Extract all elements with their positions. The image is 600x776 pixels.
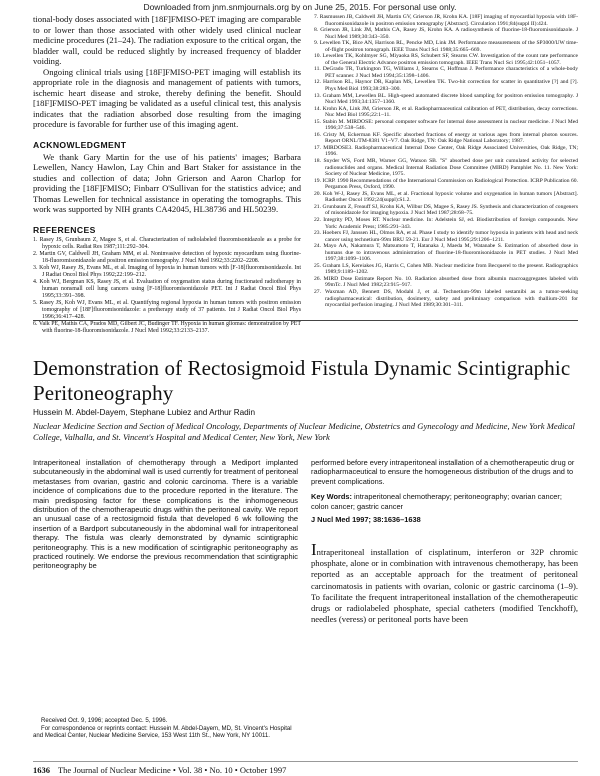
journal-running-title: The Journal of Nuclear Medicine • Vol. 38 • No. 10 • October 1997 [57,765,287,775]
acknowledgment-text: We thank Gary Martin for the use of his patients' images; Barbara Lewellen, Nancy Hawlon, Lay Chin and Bart Staker for assistance in the studies and collection of data; John Grierson and Aaron Charlop for providing the [18F]FMISO; Finbarr O'Sullivan for the statistics advice; and Thomas Lewellen for technical assistance in operating the tomographs. This work was supported by NIH grants CA42045, HL38736 and HL50239. [33,151,301,214]
reference-item: 6. Valk PE, Mathis CA, Prados MD, Gilbert JC, Budinger TF. Hypoxia in human gliomas: demonstration by PET with fluorine-18-fluoromisonidazole. J Nucl Med 1992;33:2133–2137. [33,320,301,334]
reference-item: 10. Lewellen TK, Kohlmyer SG, Miyaoka RS, Schubert SF, Stearns CW. Investigation of the count rate performance of the General Electric Advance positron emission tomograph. IEEE Trans Nucl Sci 1995;42:1051–1057. [314,53,578,66]
reference-item: 27. Waxman AD, Bennett DS, Modahl J, et al. Technetium-99m labeled sestamibi as a tumor-seeking radiopharmaceutical: distribution, dosimetry, safety and preliminary comparison with thallium-201 for myocardial perfusion imaging. J Nucl Med 1989;30:301–311. [314,288,578,309]
reference-item: 8. Grierson JR, Link JM, Mathis CA, Rasey JS, Krohn KA. A radiosynthesis of fluorine-18-fluoromisonidazole. J Nucl Med 1989;30:343–350. [314,27,578,40]
reference-item: 24. Mayo AA, Nakamura T, Matsumoto T, Hatanaka J, Maeda M, Watanabe S. Estimation of absorbed dose in humans due to intravenous administration of fluorine-18-fluoromisonidazole in PET studies. J Nucl Med 1997;38:1099–1106. [314,243,578,263]
reference-item: 4. Koh WJ, Bergman KS, Rasey JS, et al. Evaluation of oxygenation status during fractionated radiotherapy in human nonsmall cell lung cancers using [F-18]fluoromisonidazole PET. Int J Radiat Oncol Biol Phys 1995;33:391–398. [33,278,301,299]
previous-article-right-column [314,14,578,314]
body-paragraph: tional-body doses associated with [18F]FMISO-PET imaging are comparable to or lower than those associated with other widely used clinical nuclear medicine procedures (21–24). The radiation exposure to the critical organ, the bladder wall, could be reduced slightly by increased frequency of bladder voiding. [33,14,301,66]
reference-item: 21. Grunbaum Z, Freauff SJ, Krohn KA, Wilbur DS, Magee S, Rasey JS. Synthesis and characterization of congeners of misonidazole for imaging hypoxia. J Nucl Med 1987;28:68–75. [314,203,578,217]
reference-item: 25. Graham LS, Kereiakes JG, Harris C, Cohen MB. Nuclear medicine from Becquerel to the present. Radiographics 1989;9:1189–1202. [314,262,578,276]
reference-item: 11. DeGrado TR, Turkington TG, Williams J, Stearns C, Hoffman J. Performance characteristics of a whole-body PET scanner. J Nucl Med 1994;35:1398–1406. [314,66,578,79]
abstract-left [33,458,298,571]
article-title: Demonstration of Rectosigmoid Fistula Dynamic Scintigraphic Peritoneography [33,356,571,405]
reference-item: 19. ICRP. 1990 Recommendations of the International Commission on Radiological Protection. ICRP Publication 60. Pergamon Press, Oxford, 1990. [314,177,578,191]
received-dates: Received Oct. 9, 1996; accepted Dec. 5, 1996. [41,717,168,724]
reference-item: 5. Rasey JS, Koh WJ, Evans ML, et al. Quantifying regional hypoxia in human tumors with positron emission tomography of [18F]fluoromisonidazole: a pretherapy study of 37 patients. Int J Radiat Oncol Biol Phys 1996;36:417–428. [33,299,301,320]
correspondence-note: For correspondence or reprints contact: Hussein M. Abdel-Dayem, MD, St. Vincent's Hospital and Medical Center, Nuclear Medicine Service, 153 West 11th St., New York, NY 10011. [33,724,292,739]
received-notes [33,717,298,740]
reference-item: 18. Snyder WS, Ford MR, Warner GG, Watson SB. "S" absorbed dose per unit cumulated activity for selected radionuclides and organs. Medical Internal Radiation Dose Committee (MIRD) Pamphlet No. 11. New York: Society of Nuclear Medicine, 1975. [314,158,578,178]
keywords [311,492,578,511]
body-text: ntraperitoneal installation of cisplatinum, interferon or 32P chromic phosphate, alone or in combination with intravenous chemotherapy, has been reported as an acceptable approach for the treatment of peritoneal carcinomatosis in patients with ovarian, colonic or gastric carcinoma (1–9). To facilitate the frequent intraperitoneal installation of the chemotherapeutic drugs or radiolabeled phosphate, special catheters (modified Tenckhoff), needles (veress) or peritoneal ports have been [311,547,578,625]
reference-item: 17. MIRDOSE3. Radiopharmaceutical Internal Dose Center, Oak Ridge Associated Universities, Oak Ridge, TN; 1996. [314,144,578,158]
reference-item: 22. Integrity PD, Moses RT. Nuclear medicine. In: Adelstein SJ, ed. Biodistribution of foreign compounds. New York: Academic Press; 1985:291–343. [314,216,578,230]
references-heading: REFERENCES [33,224,96,235]
reference-item: 15. Stabin M. MIRDOSE: personal computer software for internal dose assessment in nuclear medicine. J Nucl Med 1996;37:538–546. [314,118,578,132]
reference-item: 1. Rasey JS, Grunbaum Z, Magee S, et al. Characterization of radiolabeled fluoromisonidazole as a probe for hypoxic cells. Radiat Res 1987;111:292–304. [33,236,301,250]
article-citation: J Nucl Med 1997; 38:1636–1638 [311,515,421,525]
page-number: 1636 [33,765,50,775]
abstract-right [311,458,578,524]
reference-item: 9. Lewellen TK, Bice AN, Harrison RL, Pencke MD, Link JM. Performance measurements of the SP3000/UW time-of-flight positron tomograph. IEEE Trans Nucl Sci 1988;35:665–669. [314,40,578,53]
article-authors: Hussein M. Abdel-Dayem, Stephane Lubiez and Arthur Radin [33,408,256,417]
reference-item: 7. Rasmussen JB, Caldwell JH, Martin GV, Grierson JR, Krohn KA. [18F] imaging of myocardial hypoxia with 18F-fluoromisonidazole in positron emission tomography [Abstract]. Circulation 1991;84(suppl II):424. [314,14,578,27]
footer-divider [33,761,578,762]
reference-item: 3. Koh WJ, Rasey JS, Evans ML, et al. Imaging of hypoxia in human tumors with [F-18]fluoromisonidazole. Int J Radiat Oncol Biol Phys 1992;22:199–212. [33,264,301,278]
abstract-text: Intraperitoneal installation of chemotherapy through a Mediport implanted subcutaneously in the abdominal wall is used currently for treatment of peritoneal metastases from ovarian, gastric and colonic carcinoma. There is a variable incidence of complications due to the procedure reported in the literature. The main predisposing factor for these complications is the inhomogeneous distribution of the chemotherapeutic drugs within the peritoneal cavity. We report an unusual case of a rectosigmoid fistula that developed 6 wk following the insertion of a Bardport subcutaneously in the abdominal wall for intraperitoneal therapy. The fistula was clearly demonstrated by dynamic scintigraphic peritoneography. This is a new modification of scintigraphic peritoneography as practiced routinely. We endorse the previous recommendation that scintigraphic peritoneography be [33,458,298,571]
article-affiliation: Nuclear Medicine Section and Section of Medical Oncology, Departments of Nuclear Medicine, Obstetrics and Gynecology and Medicine, New York Medical College, Valhalla, and St. Vincent's Hospital and Medical Center, New York, New York [33,421,575,442]
reference-item: 16. Cristy M, Eckerman KF. Specific absorbed fractions of energy at various ages from internal photon sources. Report ORNL/TM-8381 V1–V7. Oak Ridge, TN: Oak Ridge National Laboratory; 1987. [314,131,578,145]
previous-article-left-column [33,14,301,334]
body-text-intro [311,540,578,625]
reference-list-right [314,14,578,309]
keywords-label: Key Words: [311,492,352,502]
keywords-text: intraperitoneal chemotherapy; peritoneography; ovarian cancer; colon cancer; gastric cancer [311,492,562,511]
reference-item: 20. Koh W-J, Rasey JS, Evans ML, et al. Fractional hypoxic volume and oxygenation in human tumors [Abstract]. Radiother Oncol 1992;24(suppl):S1.2. [314,190,578,204]
abstract-continued: performed before every intraperitoneal installation of a chemotherapeutic drug or radiopharmaceutical to ensure the homogeneous distribution of the drugs and to prevent complications. [311,458,575,486]
reference-item: 13. Graham MM, Lewellen BL. High-speed automated discrete blood sampling for positron emission tomography. J Nucl Med 1993;34:1357–1360. [314,92,578,106]
reference-item: 23. Hoebers FJ, Janssen HL, Olmos RA, et al. Phase I study to identify tumor hypoxia in patients with head and neck cancer using technetium-99m BRU 59-21. Eur J Nucl Med 1995;29:1206–1211. [314,230,578,243]
reference-item: 26. MIRD Dose Estimate Report No. 10. Radiation absorbed dose from albumin macroaggregates labeled with 99mTc. J Nucl Med 1982;23:915–917. [314,275,578,289]
reference-item: 12. Harrison RL, Haynor DR, Kaplan MS, Lewellen TK. Two-hit correction for scatter in quantitative [?] and [?]. Phys Med Biol 1993;38:283–300. [314,79,578,93]
reference-item: 14. Krohn KA, Link JM, Grierson JR, et al. Radiopharmaceutical calibration of PET, distribution, decay corrections. Nuc Med Biol 1995;22:1–11. [314,105,578,119]
download-banner: Downloaded from jnm.snmjournals.org by on June 25, 2015. For personal use only. [143,2,457,12]
body-paragraph: Ongoing clinical trials using [18F]FMISO-PET imaging will establish its appropriate role in the diagnosis and management of patients with tumors, ischemic heart disease and stroke, thereby defining the benefit. Should [18F]FMISO-PET imaging be validated as a useful clinical test, this analysis indicates that the radiation absorbed dose resulting from the imaging procedure is favorable for further use of this imaging agent. [33,66,301,129]
reference-item: 2. Martin GV, Caldwell JH, Graham MM, et al. Noninvasive detection of hypoxic myocardium using fluorine-18-fluoromisonidazole and positron emission tomography. J Nucl Med 1992;33:2202–2208. [33,250,301,264]
drop-cap: I [311,540,317,559]
section-divider [33,320,578,321]
acknowledgment-heading: ACKNOWLEDGMENT [33,139,127,150]
page-footer [33,765,578,775]
